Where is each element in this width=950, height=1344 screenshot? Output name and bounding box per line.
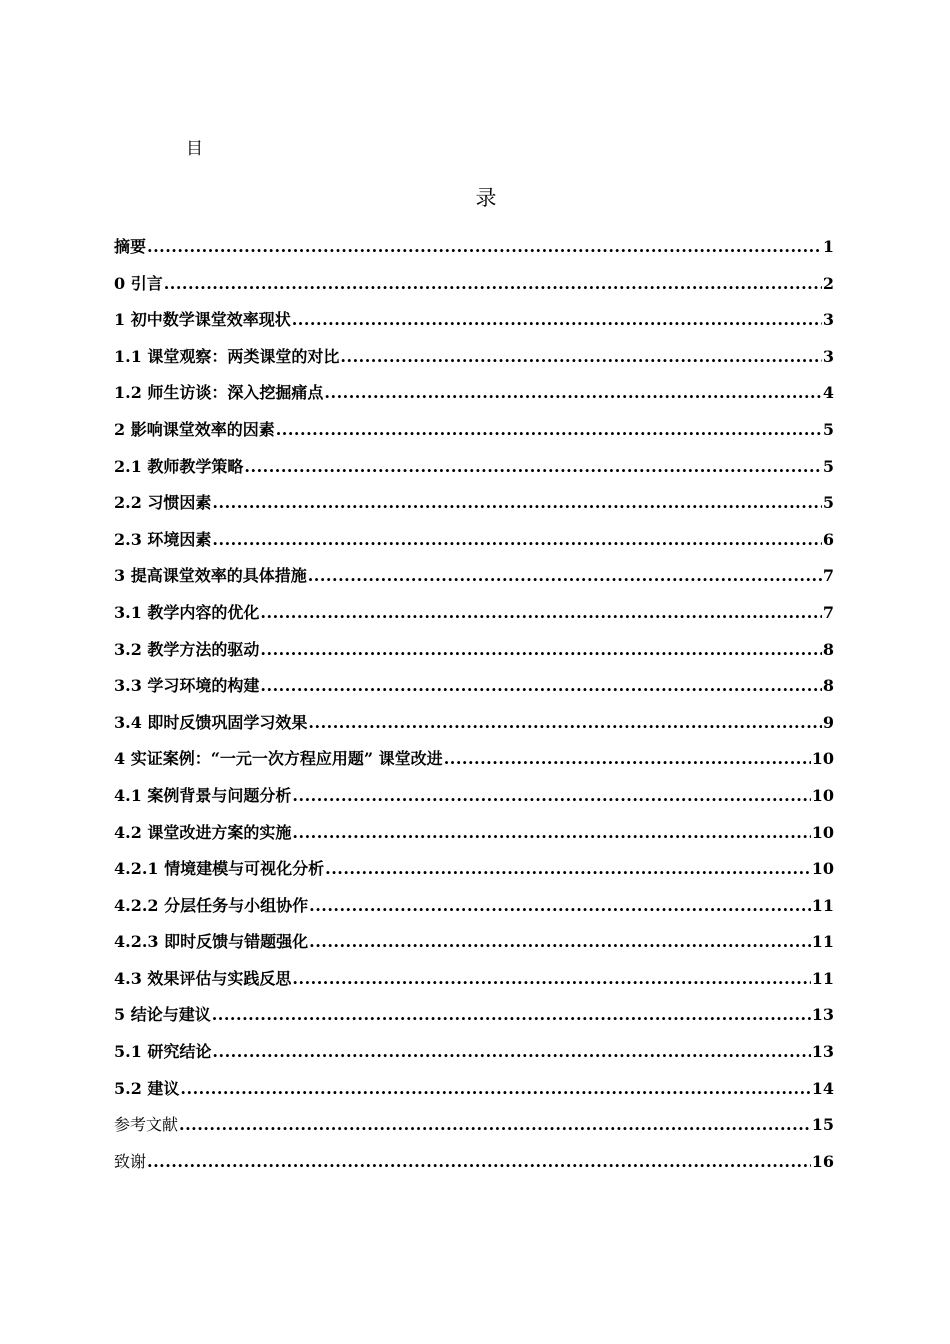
toc-entry-label: 2.2 习惯因素	[114, 493, 212, 513]
toc-entry-page-number: 10	[811, 785, 834, 805]
table-of-contents	[114, 236, 834, 1187]
toc-entry-page-number: 2	[822, 273, 834, 293]
toc-entry-label: 致谢	[114, 1151, 147, 1171]
toc-dot-leader	[444, 748, 811, 770]
toc-entry-label: 1 初中数学课堂效率现状	[114, 310, 291, 330]
toc-entry-label: 2.1 教师教学策略	[114, 456, 244, 476]
toc-dot-leader	[308, 712, 821, 734]
toc-entry-label: 3.4 即时反馈巩固学习效果	[114, 712, 308, 732]
toc-dot-leader	[147, 236, 822, 258]
toc-entry-label: 4.2 课堂改进方案的实施	[114, 822, 292, 842]
toc-entry-page-number: 10	[811, 822, 834, 842]
toc-dot-leader	[212, 1041, 810, 1063]
toc-entry-label: 5 结论与建议	[114, 1005, 211, 1025]
toc-dot-leader	[308, 565, 822, 587]
toc-entry[interactable]	[114, 675, 834, 712]
toc-entry-label: 5.2 建议	[114, 1078, 180, 1098]
toc-entry-page-number: 16	[811, 1151, 834, 1171]
toc-dot-leader	[212, 529, 821, 551]
toc-dot-leader	[260, 639, 821, 661]
toc-dot-leader	[147, 1151, 811, 1173]
toc-entry-page-number: 4	[822, 383, 834, 403]
toc-entry[interactable]	[114, 822, 834, 859]
toc-entry-label: 4.2.3 即时反馈与错题强化	[114, 932, 309, 952]
toc-entry[interactable]	[114, 1114, 834, 1151]
toc-entry-page-number: 5	[822, 456, 834, 476]
toc-entry-page-number: 15	[811, 1115, 834, 1135]
toc-entry[interactable]	[114, 419, 834, 456]
toc-dot-leader	[292, 785, 810, 807]
toc-entry[interactable]	[114, 858, 834, 895]
toc-entry[interactable]	[114, 309, 834, 346]
toc-entry-label: 4.2.2 分层任务与小组协作	[114, 895, 309, 915]
toc-entry-page-number: 5	[822, 493, 834, 513]
toc-entry[interactable]	[114, 456, 834, 493]
toc-entry[interactable]	[114, 492, 834, 529]
toc-dot-leader	[292, 822, 810, 844]
toc-title-part1: 目	[186, 139, 203, 159]
toc-entry-label: 参考文献	[114, 1115, 179, 1135]
toc-entry[interactable]	[114, 785, 834, 822]
toc-entry-label: 2 影响课堂效率的因素	[114, 419, 275, 439]
toc-entry-label: 2.3 环境因素	[114, 529, 212, 549]
toc-dot-leader	[212, 492, 821, 514]
toc-entry[interactable]	[114, 602, 834, 639]
toc-entry-page-number: 10	[811, 859, 834, 879]
toc-entry-page-number: 13	[811, 1042, 834, 1062]
toc-entry-label: 3.1 教学内容的优化	[114, 602, 260, 622]
toc-dot-leader	[309, 931, 811, 953]
toc-title-part2: 录	[475, 186, 497, 210]
toc-dot-leader	[292, 968, 810, 990]
toc-entry-label: 3 提高课堂效率的具体措施	[114, 566, 307, 586]
toc-entry-page-number: 10	[811, 749, 834, 769]
toc-dot-leader	[260, 675, 821, 697]
toc-entry-page-number: 3	[822, 310, 834, 330]
toc-dot-leader	[292, 309, 822, 331]
toc-entry-page-number: 11	[811, 895, 834, 915]
toc-entry-page-number: 9	[822, 712, 834, 732]
toc-entry-label: 3.2 教学方法的驱动	[114, 639, 260, 659]
toc-entry-page-number: 11	[811, 932, 834, 952]
toc-entry-label: 4.2.1 情境建模与可视化分析	[114, 859, 325, 879]
toc-entry-page-number: 8	[822, 639, 834, 659]
toc-dot-leader	[180, 1078, 810, 1100]
toc-dot-leader	[276, 419, 822, 441]
toc-entry[interactable]	[114, 712, 834, 749]
toc-dot-leader	[340, 346, 821, 368]
toc-entry-page-number: 6	[822, 529, 834, 549]
toc-entry-label: 0 引言	[114, 273, 163, 293]
toc-entry[interactable]	[114, 529, 834, 566]
toc-entry-page-number: 1	[822, 237, 834, 256]
toc-entry-page-number: 3	[822, 346, 834, 366]
toc-dot-leader	[260, 602, 821, 624]
toc-entry[interactable]	[114, 1078, 834, 1115]
toc-entry-label: 4 实证案例：“一元一次方程应用题” 课堂改进	[114, 749, 443, 769]
toc-entry[interactable]	[114, 1004, 834, 1041]
toc-dot-leader	[325, 858, 811, 880]
toc-entry[interactable]	[114, 968, 834, 1005]
toc-dot-leader	[324, 382, 821, 404]
toc-entry[interactable]	[114, 273, 834, 310]
toc-entry-page-number: 13	[811, 1005, 834, 1025]
toc-entry[interactable]	[114, 748, 834, 785]
toc-entry-label: 1.2 师生访谈：深入挖掘痛点	[114, 383, 324, 403]
toc-entry-label: 3.3 学习环境的构建	[114, 676, 260, 696]
toc-entry-page-number: 11	[811, 968, 834, 988]
toc-entry-page-number: 8	[822, 676, 834, 696]
toc-entry-label: 4.1 案例背景与问题分析	[114, 785, 292, 805]
toc-entry-page-number: 7	[822, 602, 834, 622]
toc-dot-leader	[244, 456, 821, 478]
toc-entry[interactable]	[114, 1151, 834, 1188]
toc-entry[interactable]	[114, 565, 834, 602]
toc-dot-leader	[212, 1004, 811, 1026]
toc-entry[interactable]	[114, 1041, 834, 1078]
toc-entry[interactable]	[114, 639, 834, 676]
toc-entry[interactable]	[114, 236, 834, 273]
toc-dot-leader	[179, 1114, 811, 1136]
toc-entry-page-number: 7	[822, 566, 834, 586]
toc-entry-label: 摘要	[114, 237, 147, 256]
toc-entry-page-number: 5	[822, 419, 834, 439]
toc-entry-label: 4.3 效果评估与实践反思	[114, 968, 292, 988]
toc-entry-label: 5.1 研究结论	[114, 1042, 212, 1062]
toc-entry-page-number: 14	[811, 1078, 834, 1098]
toc-entry-label: 1.1 课堂观察：两类课堂的对比	[114, 346, 340, 366]
toc-dot-leader	[309, 895, 811, 917]
toc-entry[interactable]	[114, 931, 834, 968]
toc-entry[interactable]	[114, 895, 834, 932]
toc-entry[interactable]	[114, 382, 834, 419]
toc-entry[interactable]	[114, 346, 834, 383]
toc-dot-leader	[164, 273, 822, 295]
